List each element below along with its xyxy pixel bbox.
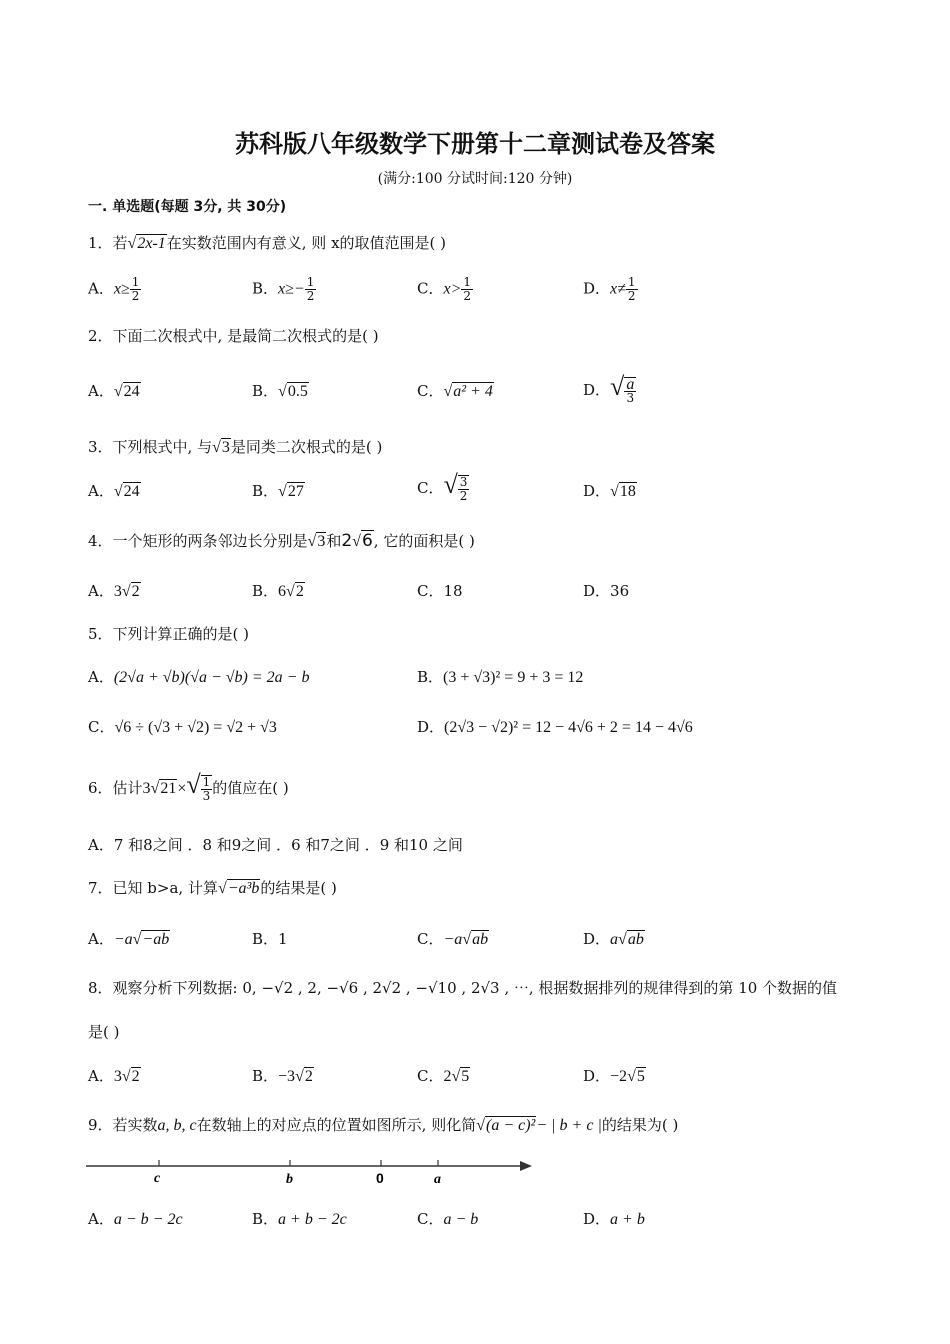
question-4: 4．一个矩形的两条邻边长分别是√3和2√6, 它的面积是( ) bbox=[88, 531, 475, 551]
q4-option-a: A．3√2 bbox=[88, 582, 140, 600]
q5-option-d: D．(2√3 − √2)² = 12 − 4√6 + 2 = 14 − 4√6 bbox=[417, 718, 693, 736]
label-b: b bbox=[286, 1172, 293, 1187]
page-title: 苏科版八年级数学下册第十二章测试卷及答案 bbox=[235, 130, 715, 158]
q3-option-b: B．√27 bbox=[252, 482, 304, 500]
label-zero: 0 bbox=[376, 1170, 384, 1186]
q3-option-d: D．√18 bbox=[583, 482, 636, 500]
q4-option-c: C．18 bbox=[417, 582, 463, 600]
q7-option-a: A．−a√−ab bbox=[88, 930, 170, 948]
label-a: a bbox=[434, 1172, 441, 1187]
section-heading: 一. 单选题(每题 3分, 共 30分) bbox=[88, 199, 287, 215]
q7-option-b: B．1 bbox=[252, 930, 288, 948]
q4-option-d: D．36 bbox=[583, 582, 630, 600]
q8-option-a: A．3√2 bbox=[88, 1067, 140, 1085]
q1-option-d: D．x≠ $\frac{1}{2}$ bbox=[583, 275, 636, 303]
q8-option-d: D．−2√5 bbox=[583, 1067, 645, 1085]
q8-option-b: B．−3√2 bbox=[252, 1067, 313, 1085]
q7-option-c: C．−a√ab bbox=[417, 930, 489, 948]
q1-option-a: A．x≥ $\frac{1}{2}$ bbox=[88, 275, 140, 303]
q1-stem-pre: 1．若 bbox=[88, 234, 128, 252]
q9-option-a: A．a − b − 2c bbox=[88, 1210, 183, 1228]
q2-option-d: D．√ $\frac{a}{3}$ bbox=[583, 372, 635, 405]
number-line bbox=[86, 1152, 536, 1192]
question-3: 3．下列根式中, 与√3是同类二次根式的是( ) bbox=[88, 438, 383, 456]
q9-option-d: D．a + b bbox=[583, 1210, 645, 1228]
q3-option-c: C．√ $\frac{3}{2}$ bbox=[417, 470, 468, 503]
label-c: c bbox=[154, 1171, 161, 1186]
q6-options: A．7 和8之间 ．8 和9之间 ．6 和7之间 ．9 和10 之间 bbox=[88, 836, 463, 854]
q5-option-b: B．(3 + √3)² = 9 + 3 = 12 bbox=[417, 668, 584, 686]
q7-option-d: D．a√ab bbox=[583, 930, 644, 948]
q5-option-c: C．√6 ÷ (√3 + √2) = √2 + √3 bbox=[88, 718, 277, 736]
q8-option-c: C．2√5 bbox=[417, 1067, 470, 1085]
q2-option-b: B．√0.5 bbox=[252, 382, 308, 400]
q9-option-c: C．a − b bbox=[417, 1210, 479, 1228]
question-9: 9．若实数a, b, c在数轴上的对应点的位置如图所示, 则化简√(a − c)²− | b + c |的结果为( ) bbox=[88, 1116, 679, 1134]
page-subtitle: (满分:100 分试时间:120 分钟) bbox=[377, 171, 573, 187]
q1-option-c: C．x> $\frac{1}{2}$ bbox=[417, 275, 472, 303]
question-2: 2．下面二次根式中, 是最简二次根式的是( ) bbox=[88, 327, 379, 345]
question-5: 5．下列计算正确的是( ) bbox=[88, 625, 250, 643]
q1-option-b: B．x≥− $\frac{1}{2}$ bbox=[252, 275, 315, 303]
question-7: 7．已知 b>a, 计算√−a³b的结果是( ) bbox=[88, 879, 337, 897]
q1-radicand: 2x-1 bbox=[137, 235, 166, 252]
q2-option-a: A．√24 bbox=[88, 382, 140, 400]
q2-option-c: C．√a² + 4 bbox=[417, 382, 493, 400]
q4-option-b: B．6√2 bbox=[252, 582, 304, 600]
q3-option-a: A．√24 bbox=[88, 482, 140, 500]
q9-option-b: B．a + b − 2c bbox=[252, 1210, 347, 1228]
question-1: 1．若√2x-1在实数范围内有意义, 则 x的取值范围是( ) bbox=[88, 234, 447, 252]
q5-option-a: A．(2√a + √b)(√a − √b) = 2a − b bbox=[88, 668, 310, 686]
axis-arrow-icon bbox=[520, 1161, 532, 1171]
q1-stem-post: 在实数范围内有意义, 则 x的取值范围是( ) bbox=[166, 234, 447, 252]
question-6: 6．估计3√21×√ $\frac{1}{3}$ 的值应在( ) bbox=[88, 770, 289, 803]
question-8-line-1: 8．观察分析下列数据: 0, −√2 , 2, −√6 , 2√2 , −√10 , 2√3 , ⋯, 根据数据排列的规律得到的第 10 个数据的值 bbox=[88, 979, 838, 997]
question-8-line-2: 是( ) bbox=[88, 1023, 120, 1041]
